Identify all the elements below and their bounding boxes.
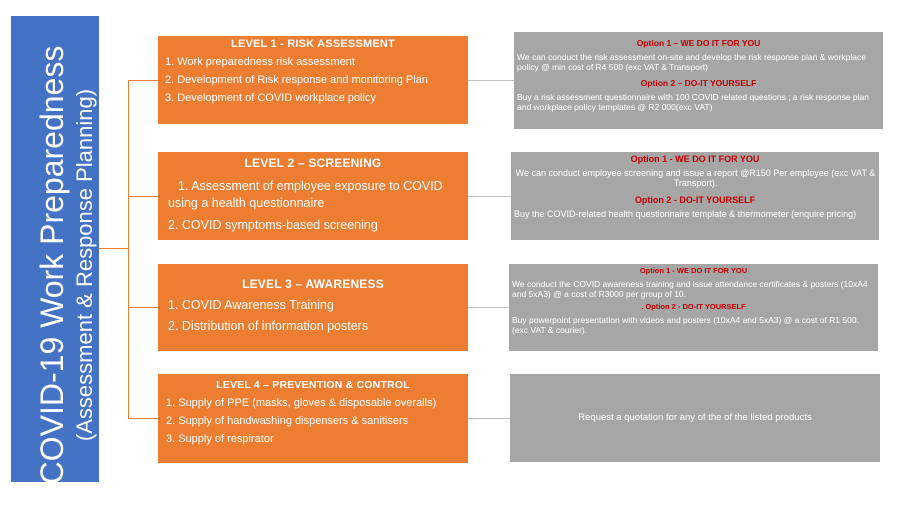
connector-option-2 xyxy=(466,196,511,197)
level-4-options-box xyxy=(510,374,880,462)
level-4-item-3: 3. Supply of respirator xyxy=(166,433,274,445)
connector-level-3 xyxy=(128,307,158,308)
level-3-option-2-heading: . Option 2 - DO-IT YOURSELF xyxy=(641,302,746,311)
level-2-options-box xyxy=(511,152,879,240)
level-1-item-1: 1. Work preparedness risk assessment xyxy=(165,56,355,68)
connector-trunk-horizontal xyxy=(99,248,129,249)
connector-option-3 xyxy=(466,307,509,308)
level-3-item-1: 1. COVID Awareness Training xyxy=(168,298,334,312)
level-3-options-box xyxy=(509,264,878,351)
level-1-item-2: 2. Development of Risk response and monitoring Plan xyxy=(165,74,428,86)
diagram-title xyxy=(36,46,96,485)
level-2-box xyxy=(158,152,468,240)
title-banner xyxy=(11,16,99,485)
level-1-option-1-text: We can conduct the risk assessment on-site and develop the risk response plan & workplace policy @ min cost of R4 500 (exc VAT & Transport) xyxy=(517,52,866,72)
level-1-option-2-heading: Option 2 – DO-IT YOURSELF xyxy=(640,78,757,88)
level-4-quotation-text: Request a quotation for any of the of the listed products xyxy=(578,412,812,423)
level-4-title: LEVEL 4 – PREVENTION & CONTROL xyxy=(216,379,410,391)
level-3-option-2-text: Buy powerpoint presentation with videos and posters (10xA4 and 5xA3) @ a cost of R1 500. (exc VAT & courier). xyxy=(512,315,859,335)
level-3-item-2: 2. Distribution of information posters xyxy=(168,319,369,333)
level-2-option-1-heading: Option 1 - WE DO IT FOR YOU xyxy=(630,154,760,164)
level-2-option-2-heading: Option 2 - DO-IT YOURSELF xyxy=(634,195,756,205)
level-1-item-3: 3. Development of COVID workplace policy xyxy=(165,92,376,104)
level-3-option-1-heading: Option 1 - WE DO IT FOR YOU xyxy=(639,266,748,275)
level-1-option-1-heading: Option 1 – WE DO IT FOR YOU xyxy=(636,38,761,48)
level-2-option-1-text: We can conduct employee screening and issue a report @R150 Per employee (exc VAT & Transport). xyxy=(515,168,876,188)
connector-level-4 xyxy=(128,418,158,419)
connector-trunk-vertical xyxy=(128,80,129,419)
level-2-item-2: 2. COVID symptoms-based screening xyxy=(168,218,378,232)
connector-option-1 xyxy=(468,80,514,81)
level-1-options-box xyxy=(514,32,883,129)
level-1-title: LEVEL 1 - RISK ASSESSMENT xyxy=(231,38,395,50)
level-2-title: LEVEL 2 – SCREENING xyxy=(244,156,382,170)
connector-option-4 xyxy=(468,418,510,419)
level-4-box xyxy=(158,374,468,463)
level-3-box xyxy=(158,264,468,351)
level-1-option-2-text: Buy a risk assessment questionnaire with 100 COVID related questions ; a risk response plan and workplace policy templates @ R2 000(exc VAT) xyxy=(517,92,869,112)
connector-level-1 xyxy=(128,80,158,81)
level-2-item-1: 1. Assessment of employee exposure to COVID using a health questionnaire xyxy=(168,179,443,210)
level-3-option-1-text: We conduct the COVID awareness training and issue attendance certificates & posters (10xA4 and 5xA3) @ a cost of R3000 per group of 10. xyxy=(512,279,868,299)
connector-level-2 xyxy=(128,196,158,197)
level-1-box xyxy=(158,36,468,124)
level-4-item-2: 2. Supply of handwashing dispensers & sanitisers xyxy=(166,415,409,427)
title-main: COVID-19 Work Preparedness xyxy=(34,45,71,485)
level-2-option-2-text: Buy the COVID-related health questionnaire template & thermometer (enquire pricing) xyxy=(514,209,857,219)
level-4-item-1: 1. Supply of PPE (masks, gloves & disposable overalls) xyxy=(166,397,437,409)
level-3-title: LEVEL 3 – AWARENESS xyxy=(242,277,384,291)
title-subtitle: (Assessment & Response Planning) xyxy=(71,88,97,442)
